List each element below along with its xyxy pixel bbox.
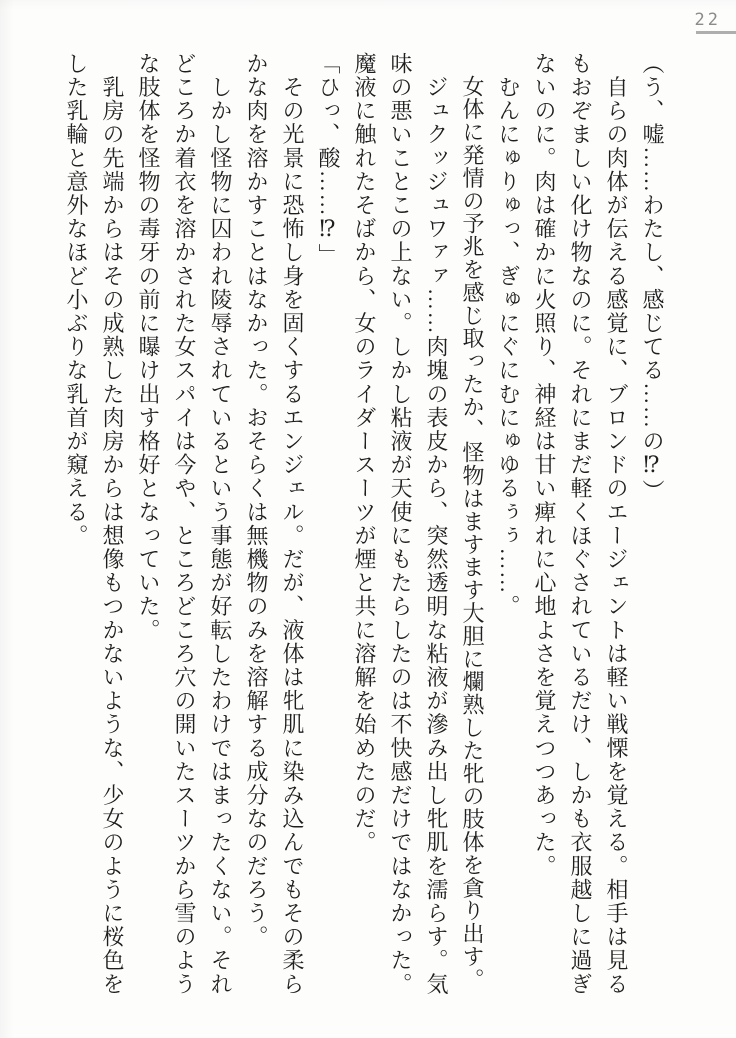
text-column: （う、嘘……わたし、感じてる……の⁉） [640,52,665,504]
text-column: もおぞましい化け物なのに。それにまだ軽くほぐされているだけ、しかも衣服越しに過ぎ [568,52,593,996]
page-number-rule [696,31,736,34]
text-column: 女体に発情の予兆を感じ取ったか、怪物はますます大胆に爛熟した牝の肢体を貪り出す。 [460,52,485,991]
text-column: 自らの肉体が伝える感覚に、ブロンドのエージェントは軽い戦慄を覚える。相手は見る [604,52,629,996]
text-column: 「ひっ、酸……⁉」 [316,52,341,268]
text-column: しかし怪物に囚われ陵辱されているという事態が好転したわけではまったくない。それ [208,52,233,996]
vertical-text-block [58,52,670,996]
text-column: な肢体を怪物の毒牙の前に曝け出す格好となっていた。 [136,52,161,642]
page-number: 22 [694,10,721,30]
text-column: 魔液に触れたそばから、女のライダースーツが煙と共に溶解を始めたのだ。 [352,52,377,855]
text-column: ないのに。肉は確かに火照り、神経は甘い痺れに心地よさを覚えつつあった。 [532,52,557,878]
text-column: その光景に恐怖し身を固くするエンジェル。だが、液体は牝肌に染み込んでもその柔ら [280,52,305,996]
text-column: むんにゅりゅっ、ぎゅにぐにむにゅゆるぅぅ……。 [496,52,521,619]
text-column: 乳房の先端からはその成熟した肉房からは想像もつかないような、少女のように桜色を [100,52,125,996]
text-column: 味の悪いことこの上ない。しかし粘液が天使にもたらしたのは不快感だけではなかった。 [388,52,413,996]
text-column: かな肉を溶かすことはなかった。おそらくは無機物のみを溶解する成分なのだろう。 [244,52,269,949]
text-column: した乳輪と意外なほど小ぶりな乳首が窺える。 [64,52,89,548]
text-column: どころか着衣を溶かされた女スパイは今や、ところどころ穴の開いたスーツから雪のよう [172,52,197,996]
text-column: ジュクッジュワァァ……肉塊の表皮から、突然透明な粘液が滲み出し牝肌を濡らす。気 [424,52,449,996]
